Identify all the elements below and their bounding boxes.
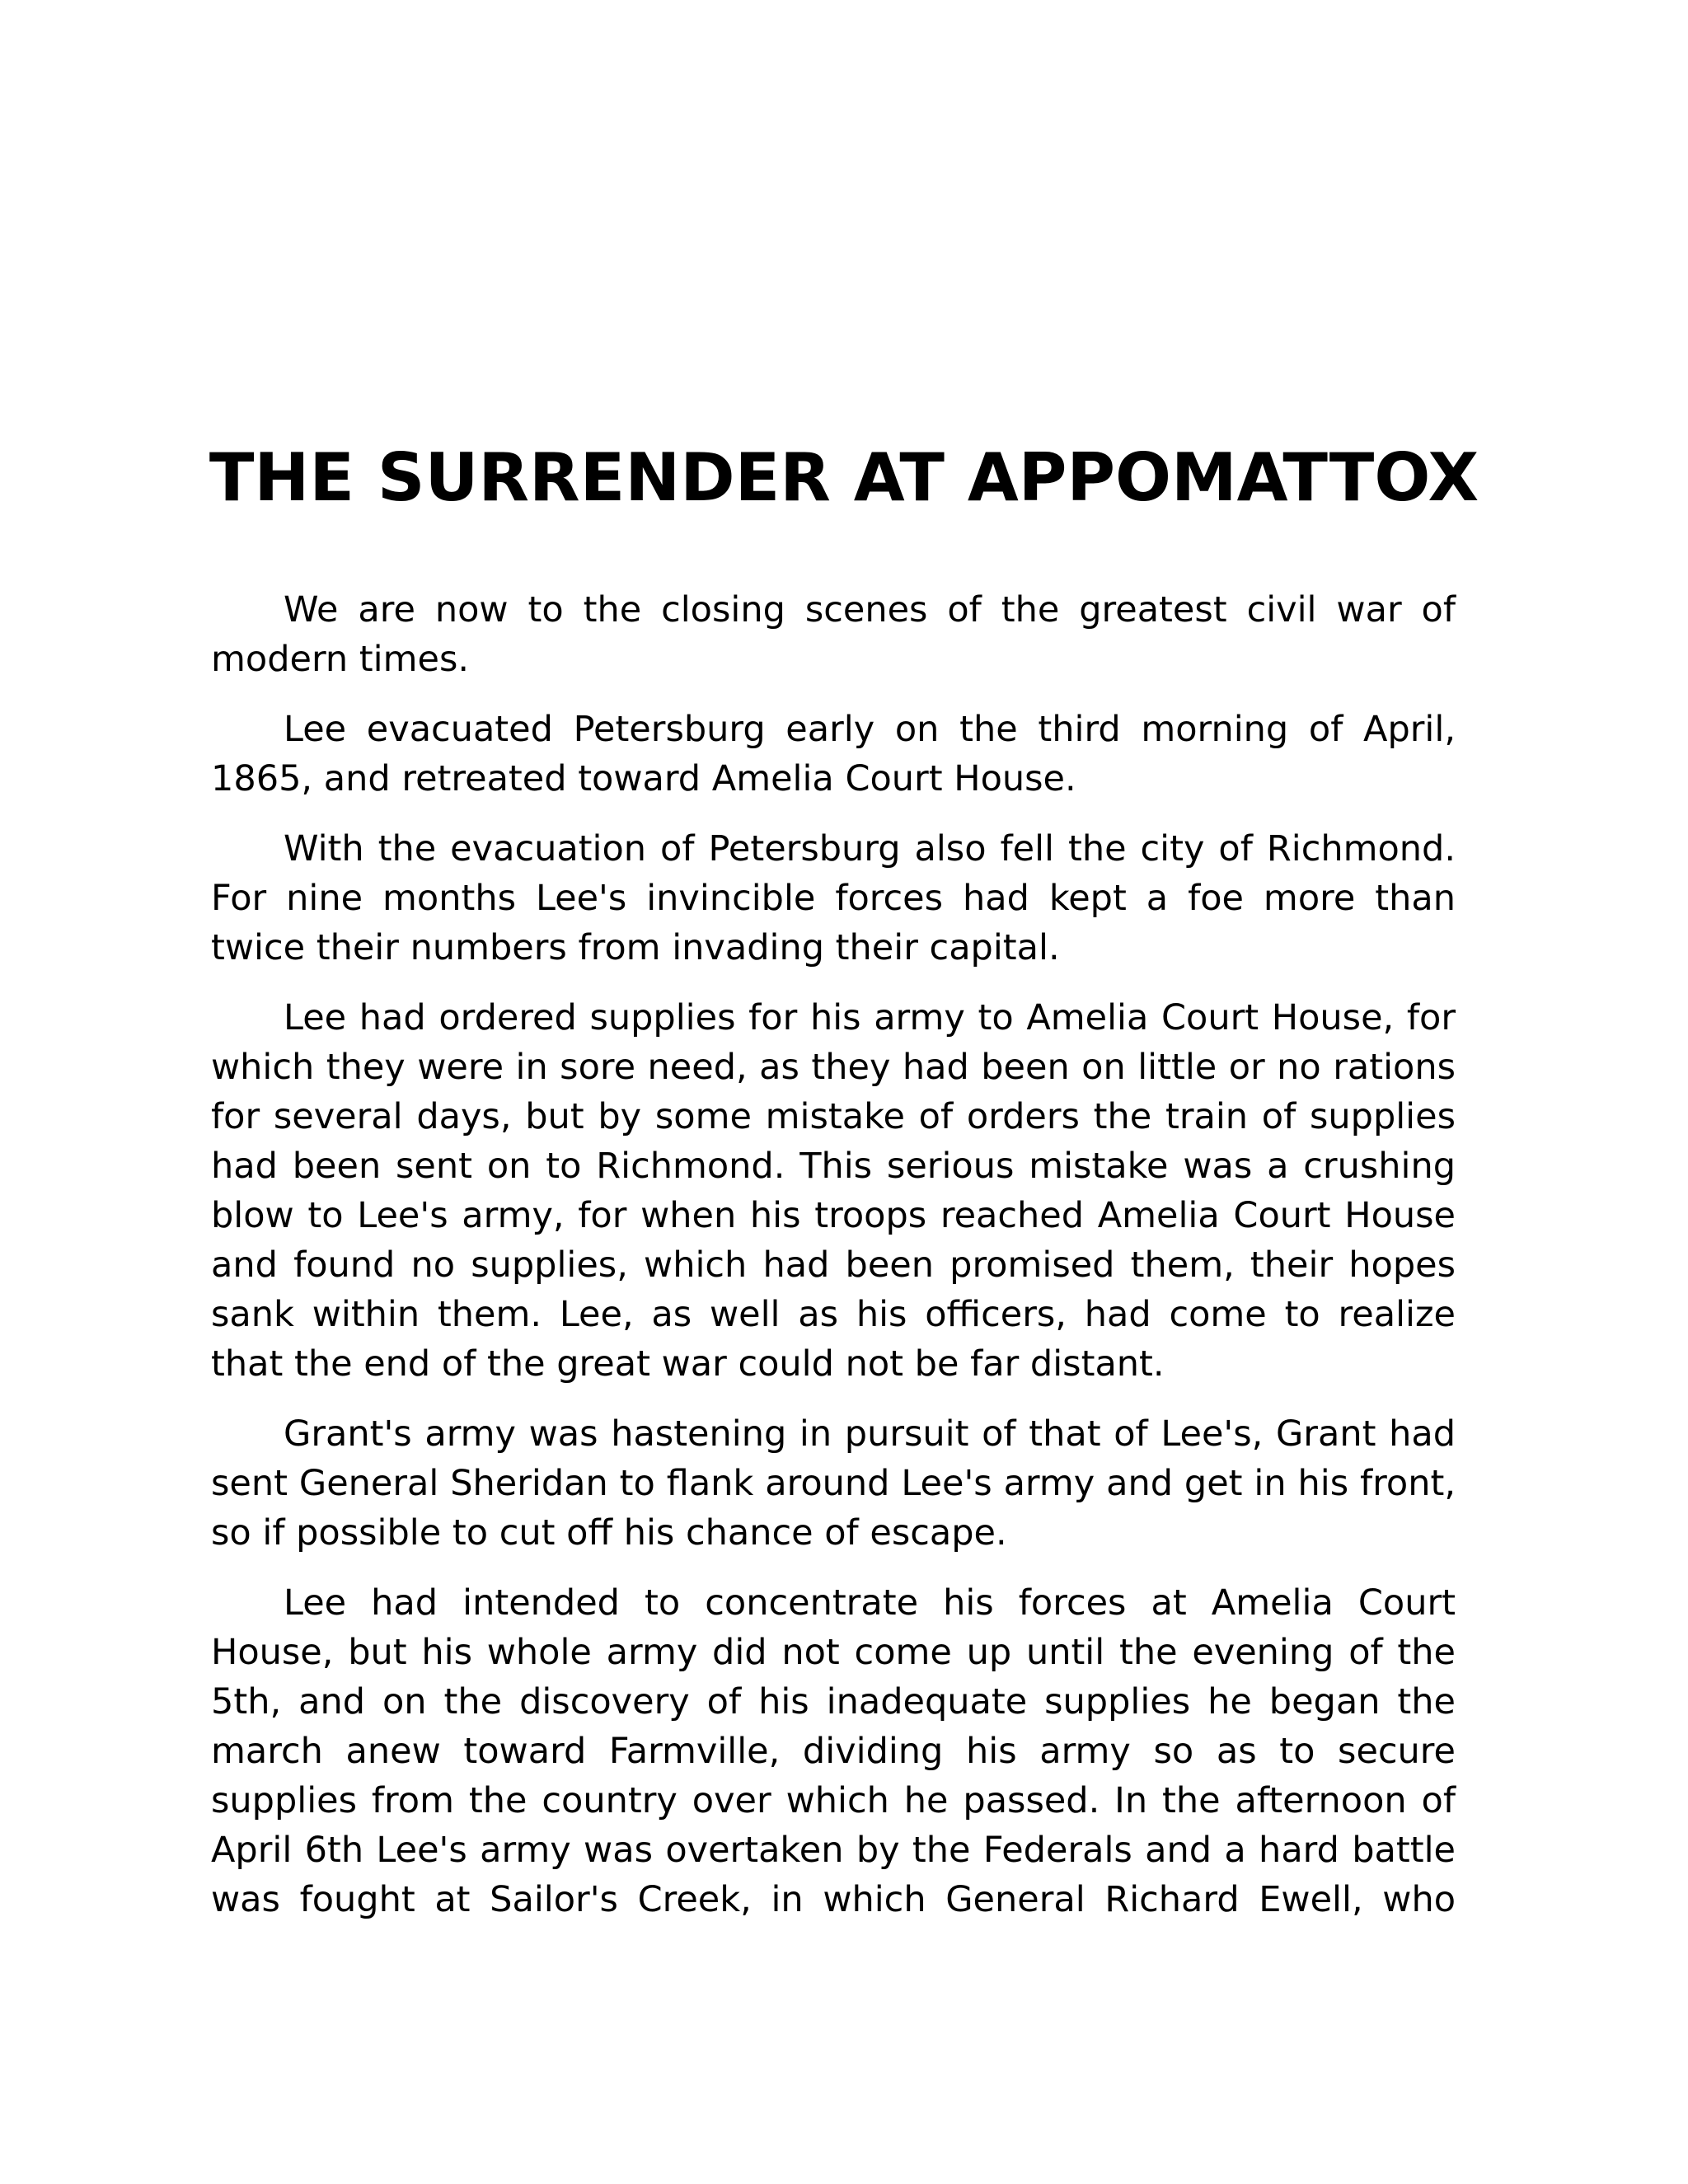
paragraph: Lee had ordered supplies for his army to Amelia Court House, for which they were in sore need, as they had been on little or no rations for several days, but by some mistake of orders the train of supplies had been sent on to Richmond. This serious mistake was a crushing blow to Lee's army, for when his troops reached Amelia Court House and found no supplies, which had been promised them, their hopes sank within them. Lee, as well as his officers, had come to realize that the end of the great war could not be far distant. bbox=[211, 997, 1456, 1385]
paragraph: Lee had intended to concentrate his forces at Amelia Court House, but his whole army did not come up until the evening of the 5th, and on the discovery of his inadequate supplies he began the march anew toward Farmville, dividing his army so as to secure supplies from the country over which he passed. In the afternoon of April 6th Lee's army was overtaken by the Federals and a hard battle was fought at Sailor's Creek, in which General Richard Ewell, who bbox=[211, 1582, 1456, 1920]
paragraph: Lee evacuated Petersburg early on the third morning of April, 1865, and retreated toward Amelia Court House. bbox=[211, 709, 1456, 799]
paragraph: Grant's army was hastening in pursuit of that of Lee's, Grant had sent General Sheridan to flank around Lee's army and get in his front, so if possible to cut off his chance of escape. bbox=[211, 1413, 1456, 1554]
body-text bbox=[211, 585, 1456, 1945]
page-title: THE SURRENDER AT APPOMATTOX bbox=[209, 439, 1479, 516]
paragraph: We are now to the closing scenes of the greatest civil war of modern times. bbox=[211, 589, 1456, 680]
paragraph: With the evacuation of Petersburg also fell the city of Richmond. For nine months Lee's invincible forces had kept a foe more than twice their numbers from invading their capital. bbox=[211, 828, 1456, 968]
